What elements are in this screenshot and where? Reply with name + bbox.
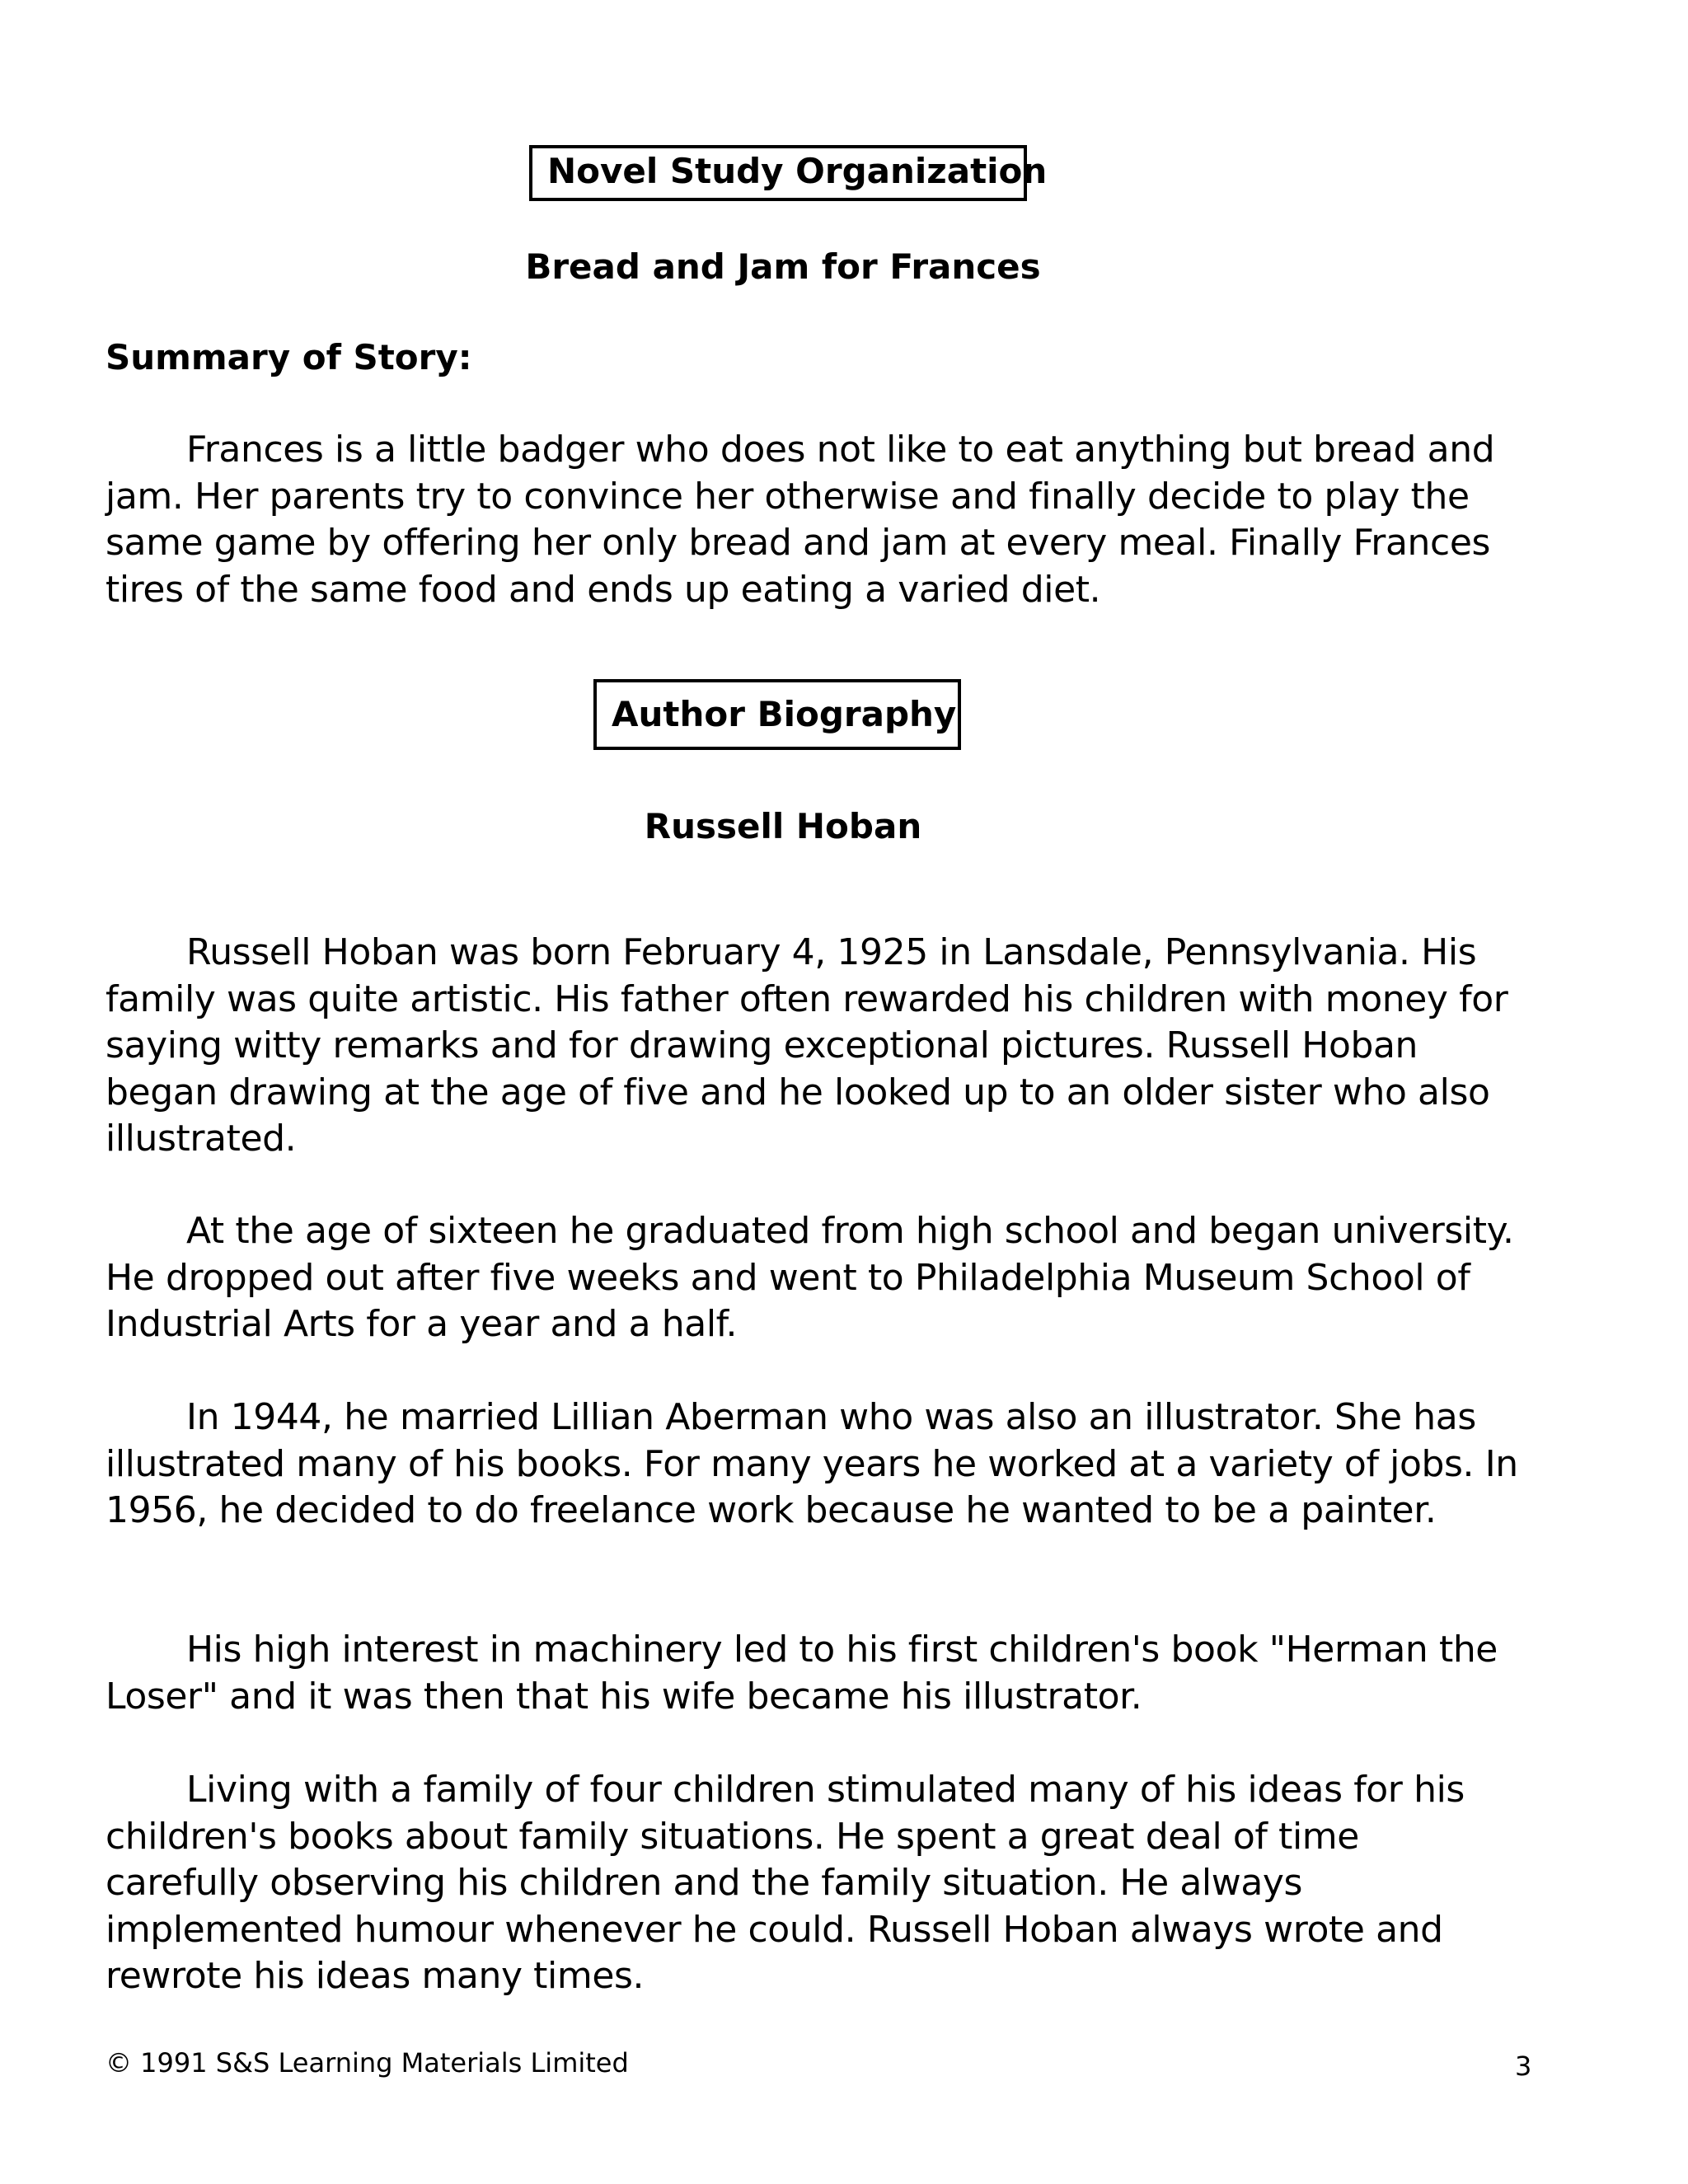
copyright-notice: © 1991 S&S Learning Materials Limited bbox=[106, 2047, 629, 2079]
page-number: 3 bbox=[1515, 2050, 1532, 2082]
summary-paragraph: Frances is a little badger who does not like to eat anything but bread and jam. Her parents try to convince her otherwise and finally decide to play the same game by offering her only bread and jam at every meal. Finally Frances tires of the same food and ends up eating a varied diet. bbox=[106, 429, 1495, 611]
bio-paragraph-5: Living with a family of four children stimulated many of his ideas for his children's books about family situations. He spent a great deal of time carefully observing his children and the family situation. He always implemented humour whenever he could. Russell Hoban always wrote and rewrote his ideas many times. bbox=[106, 1769, 1465, 1997]
bio-paragraph-1: Russell Hoban was born February 4, 1925 in Lansdale, Pennsylvania. His family was quite artistic. His father often rewarded his children with money for saying witty remarks and for drawing exceptional pictures. Russell Hoban began drawing at the age of five and he looked up to an older sister who also illustrated. bbox=[106, 931, 1508, 1160]
bio-paragraph-3: In 1944, he married Lillian Aberman who was also an illustrator. She has illustrated many of his books. For many years he worked at a variety of jobs. In 1956, he decided to do freelance work because he wanted to be a painter. bbox=[106, 1396, 1518, 1531]
summary-label: Summary of Story: bbox=[106, 337, 472, 377]
author-name: Russell Hoban bbox=[644, 806, 922, 846]
novel-study-heading: Novel Study Organization bbox=[547, 151, 1048, 191]
bio-paragraph-2: At the age of sixteen he graduated from high school and began university. He dropped out after five weeks and went to Philadelphia Museum School of Industrial Arts for a year and a half. bbox=[106, 1210, 1514, 1345]
author-biography-heading-box bbox=[593, 679, 961, 750]
book-title: Bread and Jam for Frances bbox=[525, 246, 1041, 287]
author-biography-heading: Author Biography bbox=[612, 694, 957, 734]
bio-paragraph-4: His high interest in machinery led to his first children's book "Herman the Loser" and it was then that his wife became his illustrator. bbox=[106, 1629, 1498, 1718]
novel-study-heading-box bbox=[529, 145, 1048, 201]
